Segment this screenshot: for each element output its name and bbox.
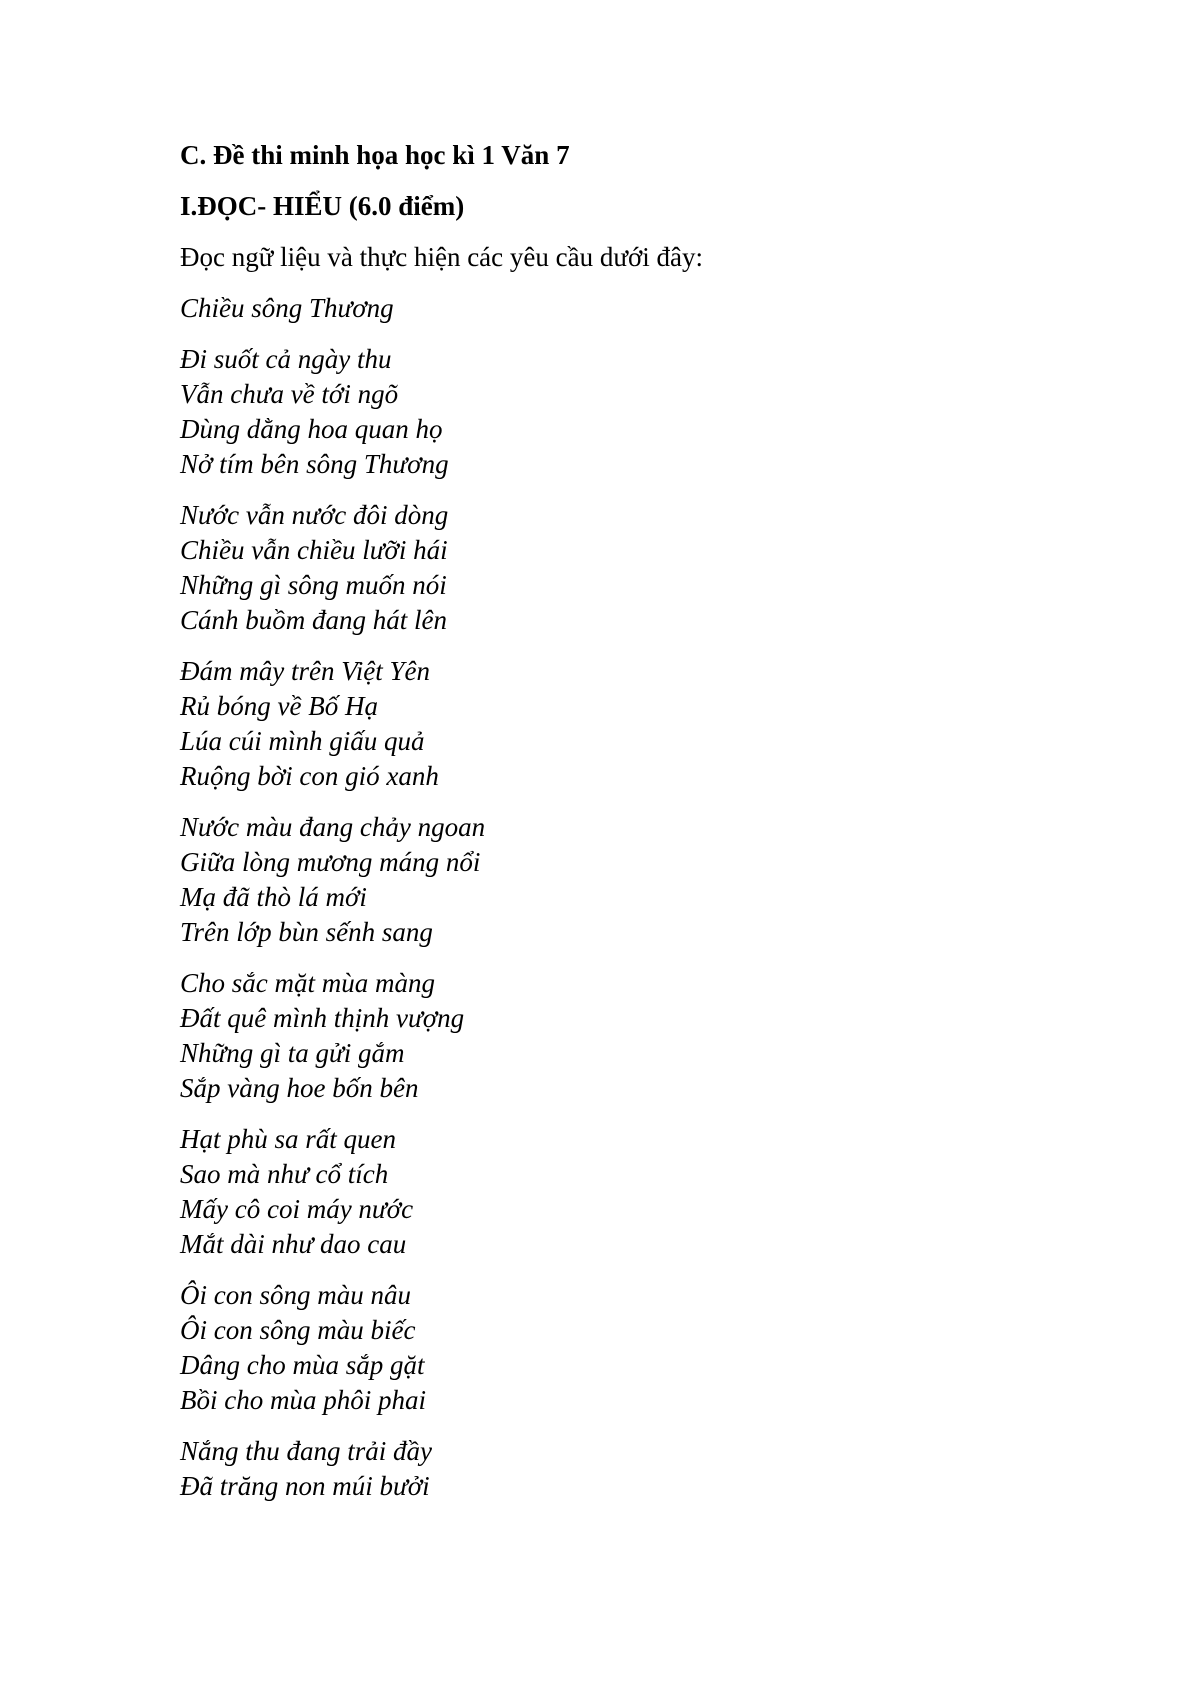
poem-line: Nước vẫn nước đôi dòng — [180, 500, 449, 530]
poem-title: Chiều sông Thương — [180, 293, 394, 323]
poem-line: Mấy cô coi máy nước — [180, 1194, 414, 1224]
poem-line: Mắt dài như dao cau — [180, 1229, 407, 1259]
poem-line: Đã trăng non múi bưởi — [180, 1471, 430, 1501]
poem-line: Nở tím bên sông Thương — [180, 449, 449, 479]
poem-stanza-8 — [180, 1434, 1080, 1504]
section-title: C. Đề thi minh họa học kì 1 Văn 7 — [180, 140, 570, 170]
poem-stanza-3 — [180, 654, 1080, 794]
poem-line: Nắng thu đang trải đầy — [180, 1436, 433, 1466]
instruction-text: Đọc ngữ liệu và thực hiện các yêu cầu dưới đây: — [180, 242, 703, 272]
poem-line: Dâng cho mùa sắp gặt — [180, 1350, 425, 1380]
poem-line: Đất quê mình thịnh vượng — [180, 1003, 465, 1033]
poem-line: Bồi cho mùa phôi phai — [180, 1385, 426, 1415]
poem-line: Sắp vàng hoe bốn bên — [180, 1073, 419, 1103]
poem-line: Rủ bóng về Bố Hạ — [180, 691, 378, 721]
poem-line: Những gì ta gửi gắm — [180, 1038, 405, 1068]
poem-line: Hạt phù sa rất quen — [180, 1124, 396, 1154]
poem-line: Mạ đã thò lá mới — [180, 882, 367, 912]
poem-line: Trên lớp bùn sếnh sang — [180, 917, 433, 947]
poem-line: Ôi con sông màu biếc — [180, 1315, 416, 1345]
poem-stanza-4 — [180, 810, 1080, 950]
part-title: I.ĐỌC- HIỂU (6.0 điểm) — [180, 191, 465, 221]
poem-line: Chiều vẫn chiều lưỡi hái — [180, 535, 448, 565]
poem-line: Lúa cúi mình giấu quả — [180, 726, 425, 756]
poem-stanza-2 — [180, 498, 1080, 638]
poem-line: Nước màu đang chảy ngoan — [180, 812, 486, 842]
poem-stanza-1 — [180, 342, 1080, 482]
poem-stanza-5 — [180, 966, 1080, 1106]
poem-line: Đi suốt cả ngày thu — [180, 344, 392, 374]
poem-stanza-6 — [180, 1122, 1080, 1262]
document-content — [180, 138, 1080, 1520]
poem-stanza-7 — [180, 1278, 1080, 1418]
poem-line: Cánh buồm đang hát lên — [180, 605, 447, 635]
poem-line: Vẫn chưa về tới ngõ — [180, 379, 399, 409]
poem-line: Đám mây trên Việt Yên — [180, 656, 430, 686]
poem-line: Ôi con sông màu nâu — [180, 1280, 411, 1310]
poem-line: Ruộng bời con gió xanh — [180, 761, 439, 791]
poem-line: Dùng dằng hoa quan họ — [180, 414, 443, 444]
poem-line: Giữa lòng mương máng nổi — [180, 847, 481, 877]
poem-line: Sao mà như cổ tích — [180, 1159, 389, 1189]
poem-line: Cho sắc mặt mùa màng — [180, 968, 435, 998]
poem-line: Những gì sông muốn nói — [180, 570, 447, 600]
